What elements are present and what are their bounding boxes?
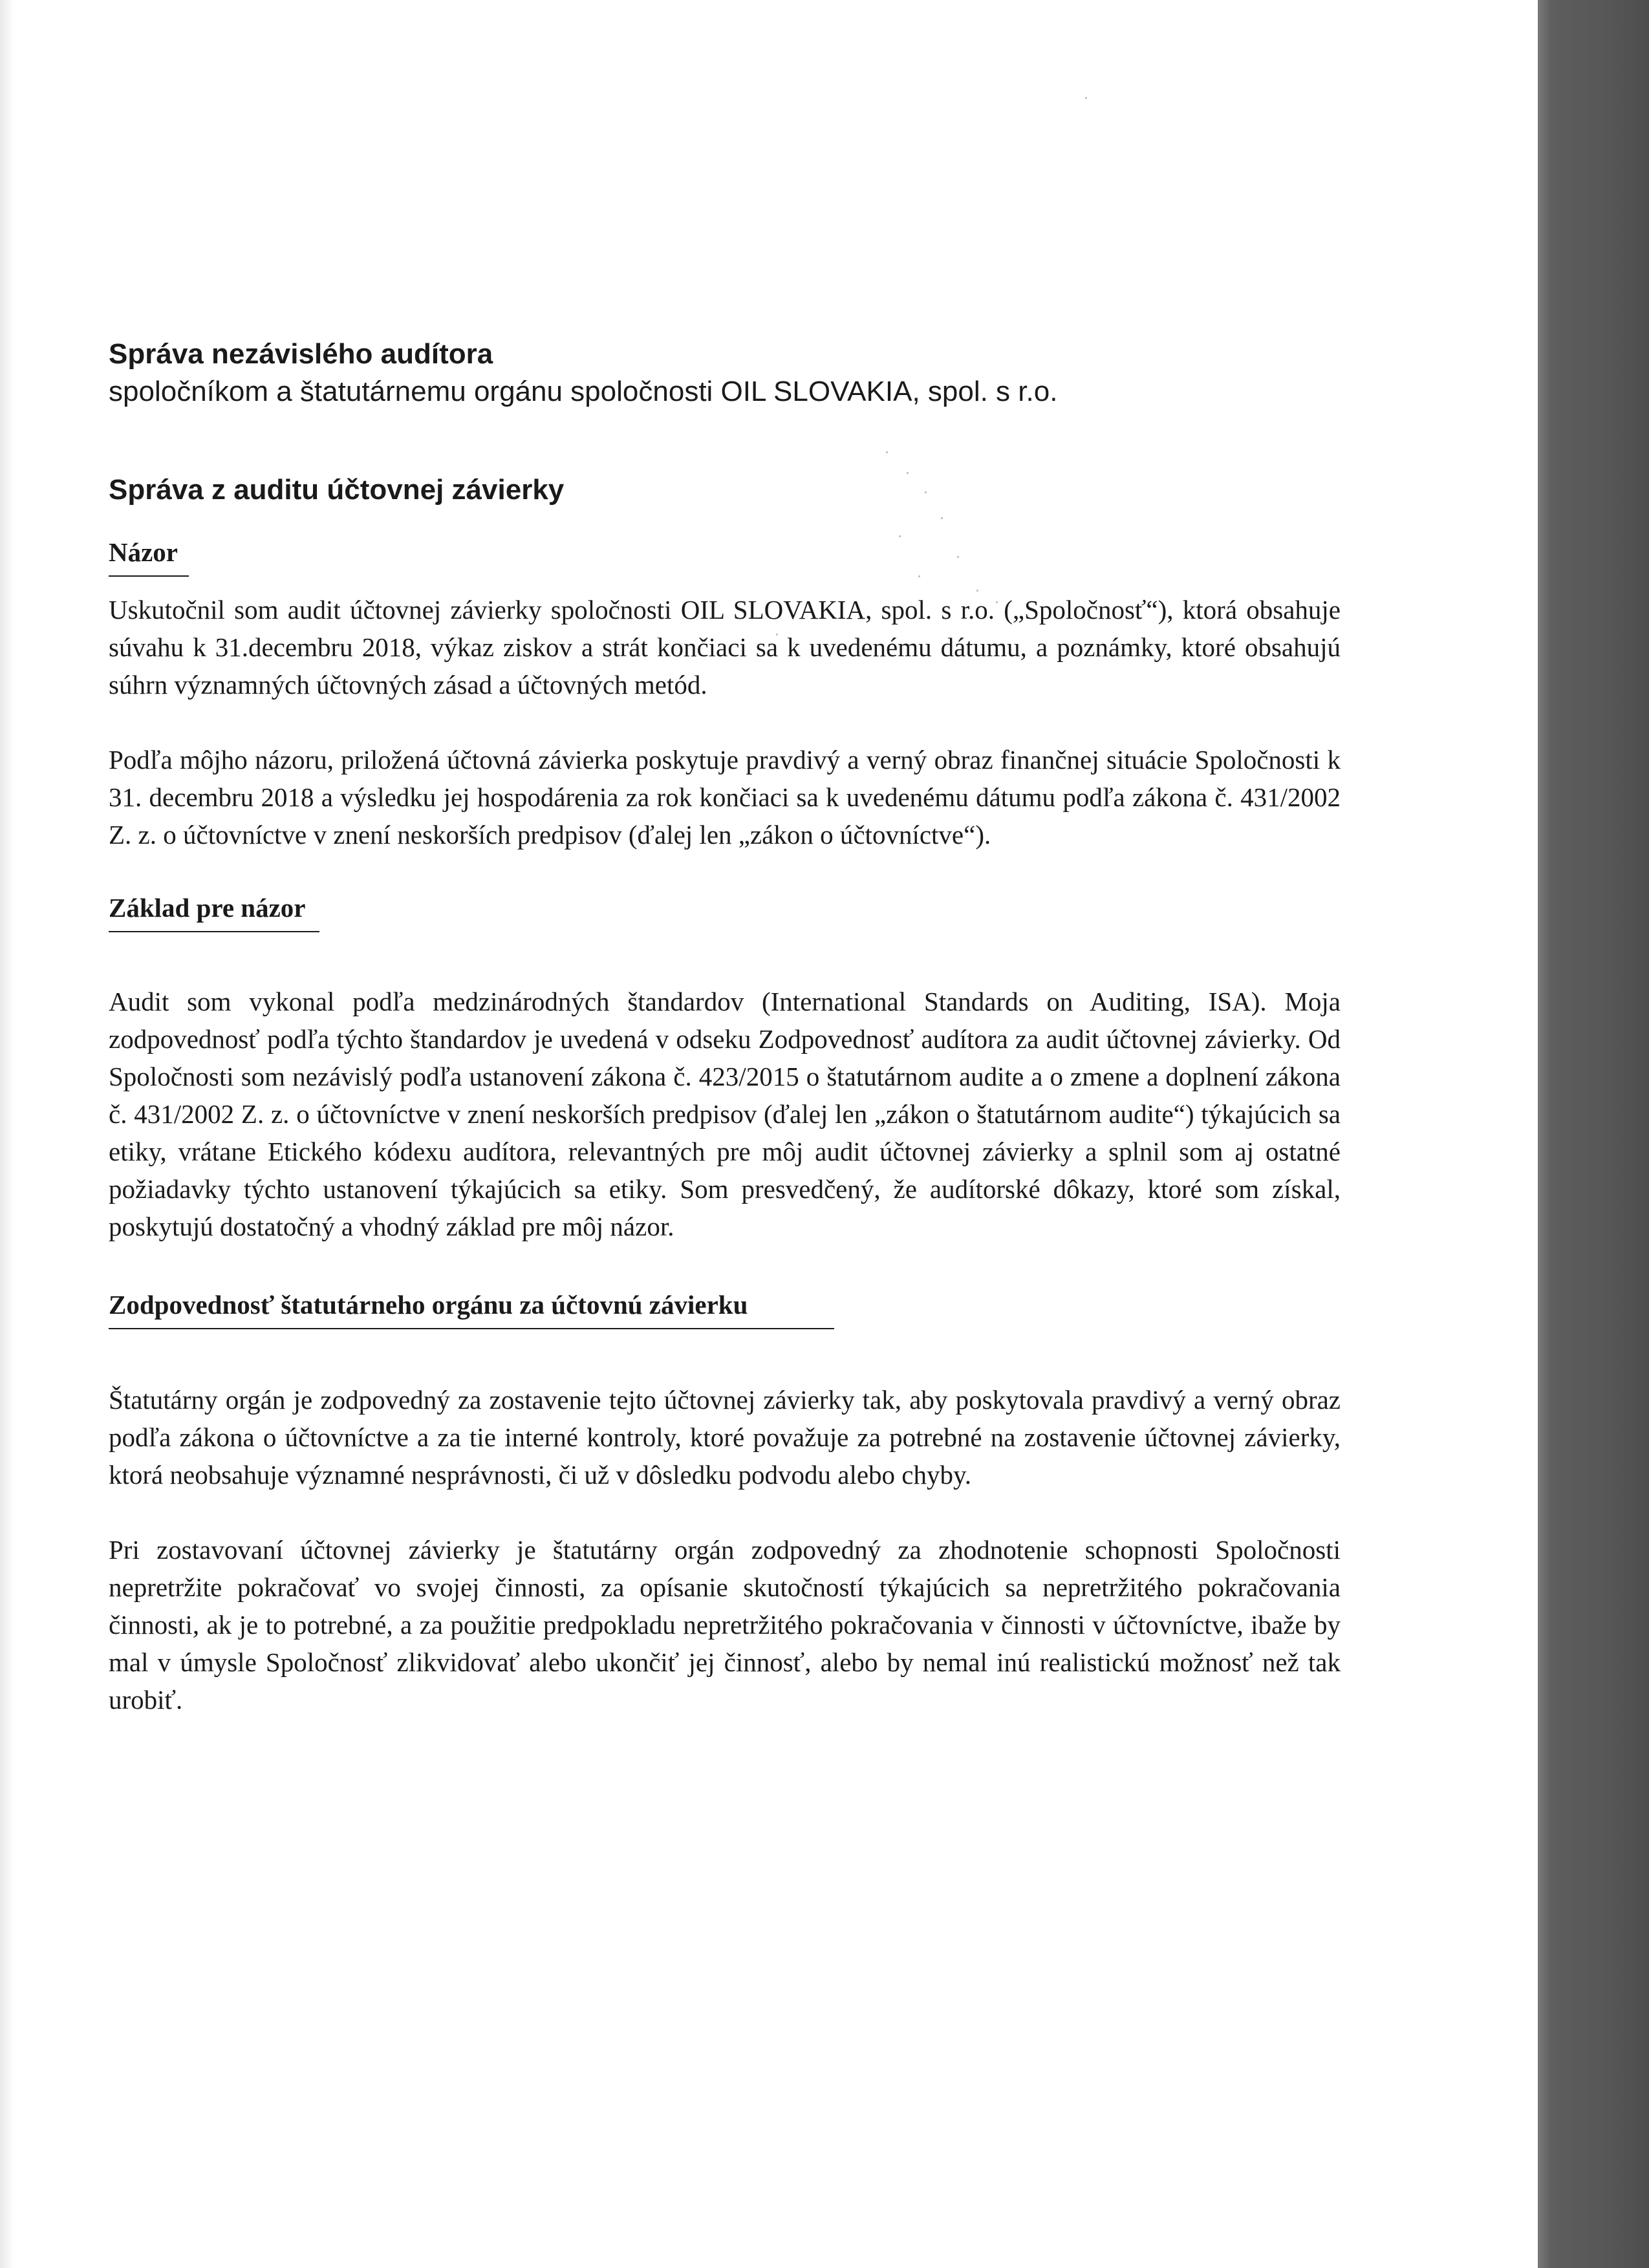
opinion-heading-underline [109, 575, 189, 577]
basis-section [109, 891, 1341, 1245]
opinion-paragraph-2: Podľa môjho názoru, priložená účtovná závierka poskytuje pravdivý a verný obraz finančnej situácie Spoločnosti k 31. decembru 2018 a výsledku jej hospodárenia za rok končiaci sa k uvedenému dátumu podľa zákona č. 431/2002 Z. z. o účtovníctve v znení neskorších predpisov (ďalej len „zákon o účtovníctve“). [109, 745, 1341, 850]
responsibility-heading: Zodpovednosť štatutárneho orgánu za účtovnú závierku [109, 1290, 748, 1320]
report-header [109, 336, 1341, 411]
report-addressee: spoločníkom a štatutárnemu orgánu spoločnosti OIL SLOVAKIA, spol. s r.o. [109, 376, 1058, 407]
basis-paragraph-1: Audit som vykonal podľa medzinárodných štandardov (International Standards on Auditing, ISA). Moja zodpovednosť podľa týchto štandardov je uvedená v odseku Zodpovednosť audítora za audit účtovnej závierky. Od Spoločnosti som nezávislý podľa ustanovení zákona č. 423/2015 o štatutárnom audite a o zmene a doplnení zákona č. 431/2002 Z. z. o účtovníctve v znení neskorších predpisov (ďalej len „zákon o štatutárnom audite“) týkajúcich sa etiky, vrátane Etického kódexu audítora, relevantných pre môj audit účtovnej závierky a splnil som aj ostatné požiadavky týchto ustanovení týkajúcich sa etiky. Som presvedčený, že audítorské dôkazy, ktoré som získal, poskytujú dostatočný a vhodný základ pre môj názor. [109, 987, 1341, 1241]
opinion-heading: Názor [109, 537, 178, 567]
opinion-paragraph-1: Uskutočnil som audit účtovnej závierky spoločnosti OIL SLOVAKIA, spol. s r.o. („Spoločnosť“), ktorá obsahuje súvahu k 31.decembru 2018, výkaz ziskov a strát končiaci sa k uvedenému dátumu, a poznámky, ktoré obsahujú súhrn významných účtovných zásad a účtovných metód. [109, 595, 1341, 700]
report-title: Správa nezávislého audítora [109, 338, 493, 370]
basis-heading: Základ pre názor [109, 893, 306, 923]
responsibility-section [109, 1288, 1341, 1718]
opinion-section [109, 535, 1341, 853]
audit-report-page [109, 336, 1341, 1718]
opinion-heading-wrap [109, 535, 178, 569]
scan-shadow-left [0, 0, 14, 2268]
scan-shadow-right [1538, 0, 1649, 2268]
section-title: Správa z auditu účtovnej závierky [109, 474, 565, 506]
responsibility-heading-underline [109, 1328, 834, 1329]
basis-heading-underline [109, 931, 319, 932]
responsibility-paragraph-2: Pri zostavovaní účtovnej závierky je štatutárny orgán zodpovedný za zhodnotenie schopnosti Spoločnosti nepretržite pokračovať vo svojej činnosti, za opísanie skutočností týkajúcich sa nepretržitého pokračovania činnosti, ak je to potrebné, a za použitie predpokladu nepretržitého pokračovania v činnosti v účtovníctve, ibaže by mal v úmysle Spoločnosť zlikvidovať alebo ukončiť jej činnosť, alebo by nemal inú realistickú možnosť než tak urobiť. [109, 1535, 1341, 1715]
responsibility-paragraph-1: Štatutárny orgán je zodpovedný za zostavenie tejto účtovnej závierky tak, aby poskytovala pravdivý a verný obraz podľa zákona o účtovníctve a za tie interné kontroly, ktoré považuje za potrebné na zostavenie účtovnej závierky, ktorá neobsahuje významné nesprávnosti, či už v dôsledku podvodu alebo chyby. [109, 1385, 1341, 1490]
speckle [1085, 97, 1087, 99]
